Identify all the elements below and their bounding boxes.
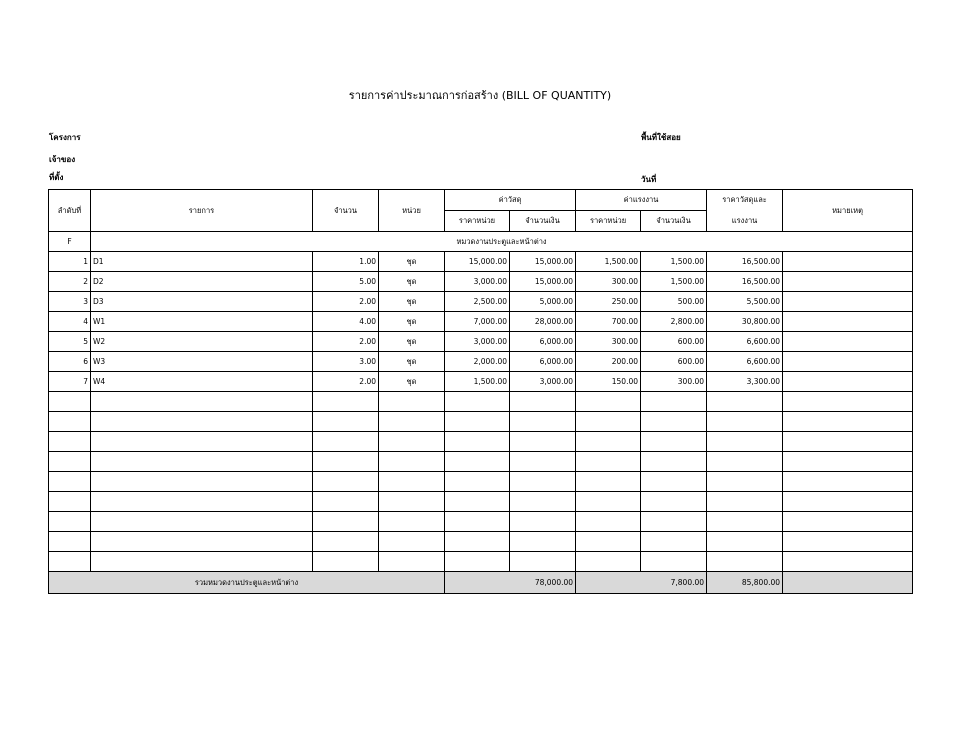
empty-cell [576, 552, 641, 572]
row-material-unit-price: 2,000.00 [445, 352, 510, 372]
owner-label: เจ้าของ [49, 155, 76, 164]
empty-cell [510, 452, 576, 472]
header-qty: จำนวน [313, 190, 379, 232]
row-no: 2 [49, 272, 91, 292]
row-material-unit-price: 15,000.00 [445, 252, 510, 272]
row-material-amount: 15,000.00 [510, 272, 576, 292]
row-remark [783, 372, 913, 392]
row-no: 3 [49, 292, 91, 312]
empty-cell [313, 472, 379, 492]
header-material: ค่าวัสดุ [445, 190, 576, 211]
row-total: 30,800.00 [707, 312, 783, 332]
row-labor-unit-price: 300.00 [576, 332, 641, 352]
empty-cell [707, 452, 783, 472]
empty-cell [91, 492, 313, 512]
empty-cell [379, 392, 445, 412]
empty-cell [91, 472, 313, 492]
empty-cell [313, 432, 379, 452]
empty-cell [379, 452, 445, 472]
empty-cell [313, 532, 379, 552]
empty-cell [576, 432, 641, 452]
row-unit: ชุด [379, 352, 445, 372]
header-no: ลำดับที่ [49, 190, 91, 232]
row-total: 5,500.00 [707, 292, 783, 312]
empty-cell [91, 392, 313, 412]
empty-cell [576, 392, 641, 412]
empty-cell [510, 552, 576, 572]
empty-cell [510, 512, 576, 532]
empty-cell [379, 552, 445, 572]
row-remark [783, 272, 913, 292]
row-item: D2 [91, 272, 313, 292]
row-material-unit-price: 3,000.00 [445, 272, 510, 292]
header-labor-amount: จำนวนเงิน [641, 211, 707, 232]
empty-cell [313, 492, 379, 512]
row-qty: 1.00 [313, 252, 379, 272]
row-no: 7 [49, 372, 91, 392]
empty-cell [445, 492, 510, 512]
empty-cell [576, 532, 641, 552]
boq-body [49, 232, 913, 572]
category-name: หมวดงานประตูและหน้าต่าง [91, 232, 913, 252]
empty-cell [641, 412, 707, 432]
empty-cell [576, 452, 641, 472]
row-item: W3 [91, 352, 313, 372]
row-labor-amount: 300.00 [641, 372, 707, 392]
category-code: F [49, 232, 91, 252]
empty-cell [313, 452, 379, 472]
empty-cell [641, 472, 707, 492]
summary-material-total: 78,000.00 [445, 572, 576, 594]
header-total-line2: แรงงาน [707, 211, 783, 232]
row-qty: 2.00 [313, 332, 379, 352]
table-row [49, 252, 913, 272]
empty-cell [379, 432, 445, 452]
row-labor-amount: 1,500.00 [641, 252, 707, 272]
row-no: 5 [49, 332, 91, 352]
row-material-amount: 3,000.00 [510, 372, 576, 392]
empty-cell [49, 512, 91, 532]
row-material-unit-price: 1,500.00 [445, 372, 510, 392]
row-labor-unit-price: 200.00 [576, 352, 641, 372]
empty-row [49, 512, 913, 532]
empty-cell [510, 492, 576, 512]
summary-row [49, 572, 913, 594]
row-material-unit-price: 7,000.00 [445, 312, 510, 332]
empty-cell [91, 432, 313, 452]
row-total: 16,500.00 [707, 252, 783, 272]
empty-cell [445, 392, 510, 412]
row-labor-amount: 600.00 [641, 352, 707, 372]
empty-cell [783, 432, 913, 452]
table-row [49, 312, 913, 332]
row-qty: 3.00 [313, 352, 379, 372]
row-material-amount: 6,000.00 [510, 352, 576, 372]
empty-cell [91, 532, 313, 552]
row-unit: ชุด [379, 292, 445, 312]
empty-cell [510, 412, 576, 432]
row-total: 16,500.00 [707, 272, 783, 292]
empty-cell [445, 552, 510, 572]
header-labor-unit-price: ราคาหน่วย [576, 211, 641, 232]
empty-cell [49, 552, 91, 572]
empty-cell [707, 532, 783, 552]
empty-cell [445, 532, 510, 552]
summary-labor-total: 7,800.00 [576, 572, 707, 594]
row-unit: ชุด [379, 312, 445, 332]
row-qty: 2.00 [313, 372, 379, 392]
empty-cell [445, 512, 510, 532]
empty-cell [49, 432, 91, 452]
empty-cell [707, 472, 783, 492]
empty-cell [707, 392, 783, 412]
row-labor-amount: 2,800.00 [641, 312, 707, 332]
empty-cell [707, 432, 783, 452]
empty-cell [576, 512, 641, 532]
row-material-amount: 5,000.00 [510, 292, 576, 312]
table-row [49, 292, 913, 312]
empty-cell [783, 412, 913, 432]
date-label: วันที่ [641, 175, 657, 184]
row-item: W2 [91, 332, 313, 352]
empty-cell [49, 392, 91, 412]
empty-cell [313, 412, 379, 432]
row-item: D1 [91, 252, 313, 272]
empty-cell [379, 532, 445, 552]
empty-cell [445, 412, 510, 432]
empty-cell [49, 412, 91, 432]
row-labor-unit-price: 250.00 [576, 292, 641, 312]
row-remark [783, 332, 913, 352]
row-total: 6,600.00 [707, 352, 783, 372]
empty-row [49, 452, 913, 472]
empty-row [49, 392, 913, 412]
empty-row [49, 552, 913, 572]
empty-cell [49, 472, 91, 492]
row-material-unit-price: 3,000.00 [445, 332, 510, 352]
row-labor-amount: 500.00 [641, 292, 707, 312]
header-unit: หน่วย [379, 190, 445, 232]
project-label: โครงการ [49, 133, 81, 142]
row-material-amount: 15,000.00 [510, 252, 576, 272]
row-total: 3,300.00 [707, 372, 783, 392]
row-remark [783, 312, 913, 332]
row-labor-unit-price: 300.00 [576, 272, 641, 292]
row-unit: ชุด [379, 252, 445, 272]
empty-cell [641, 492, 707, 512]
header-total-line1: ราคาวัสดุและ [707, 190, 783, 211]
row-material-unit-price: 2,500.00 [445, 292, 510, 312]
empty-cell [91, 452, 313, 472]
row-qty: 4.00 [313, 312, 379, 332]
row-material-amount: 6,000.00 [510, 332, 576, 352]
row-remark [783, 252, 913, 272]
row-labor-unit-price: 1,500.00 [576, 252, 641, 272]
page-title: รายการค่าประมาณการก่อสร้าง (BILL OF QUANTITY) [348, 89, 612, 102]
empty-cell [707, 552, 783, 572]
row-unit: ชุด [379, 272, 445, 292]
empty-cell [510, 532, 576, 552]
empty-cell [707, 512, 783, 532]
row-qty: 2.00 [313, 292, 379, 312]
empty-cell [783, 492, 913, 512]
empty-cell [49, 452, 91, 472]
empty-cell [783, 452, 913, 472]
row-labor-amount: 600.00 [641, 332, 707, 352]
header-labor: ค่าแรงงาน [576, 190, 707, 211]
empty-row [49, 472, 913, 492]
location-label: ที่ตั้ง [49, 173, 64, 182]
empty-cell [641, 512, 707, 532]
empty-cell [641, 432, 707, 452]
table-row [49, 272, 913, 292]
row-labor-unit-price: 700.00 [576, 312, 641, 332]
table-row [49, 352, 913, 372]
row-item: W1 [91, 312, 313, 332]
empty-cell [91, 512, 313, 532]
empty-cell [379, 472, 445, 492]
empty-cell [49, 492, 91, 512]
empty-cell [641, 532, 707, 552]
empty-cell [313, 552, 379, 572]
row-unit: ชุด [379, 332, 445, 352]
empty-cell [445, 432, 510, 452]
empty-cell [576, 472, 641, 492]
row-item: D3 [91, 292, 313, 312]
empty-cell [445, 472, 510, 492]
empty-cell [707, 492, 783, 512]
empty-cell [49, 532, 91, 552]
empty-cell [510, 432, 576, 452]
empty-cell [91, 552, 313, 572]
table-row [49, 332, 913, 352]
empty-cell [641, 392, 707, 412]
header-item: รายการ [91, 190, 313, 232]
empty-row [49, 492, 913, 512]
row-labor-unit-price: 150.00 [576, 372, 641, 392]
empty-cell [379, 512, 445, 532]
summary-grand-total: 85,800.00 [707, 572, 783, 594]
empty-cell [641, 552, 707, 572]
empty-cell [707, 412, 783, 432]
header-material-amount: จำนวนเงิน [510, 211, 576, 232]
empty-cell [379, 492, 445, 512]
empty-cell [783, 472, 913, 492]
empty-cell [445, 452, 510, 472]
empty-cell [91, 412, 313, 432]
summary-label: รวมหมวดงานประตูและหน้าต่าง [49, 572, 445, 594]
row-remark [783, 292, 913, 312]
empty-cell [379, 412, 445, 432]
summary-remark [783, 572, 913, 594]
row-item: W4 [91, 372, 313, 392]
empty-cell [313, 512, 379, 532]
header-remark: หมายเหตุ [783, 190, 913, 232]
header-material-unit-price: ราคาหน่วย [445, 211, 510, 232]
empty-row [49, 432, 913, 452]
row-no: 4 [49, 312, 91, 332]
empty-cell [641, 452, 707, 472]
area-label: พื้นที่ใช้สอย [641, 133, 681, 142]
boq-table [48, 189, 913, 594]
empty-cell [313, 392, 379, 412]
row-total: 6,600.00 [707, 332, 783, 352]
row-no: 1 [49, 252, 91, 272]
category-row [49, 232, 913, 252]
empty-row [49, 412, 913, 432]
empty-cell [510, 392, 576, 412]
empty-cell [783, 552, 913, 572]
row-material-amount: 28,000.00 [510, 312, 576, 332]
row-remark [783, 352, 913, 372]
row-qty: 5.00 [313, 272, 379, 292]
empty-cell [783, 512, 913, 532]
empty-cell [576, 492, 641, 512]
empty-cell [510, 472, 576, 492]
empty-cell [783, 392, 913, 412]
row-no: 6 [49, 352, 91, 372]
row-unit: ชุด [379, 372, 445, 392]
row-labor-amount: 1,500.00 [641, 272, 707, 292]
empty-cell [576, 412, 641, 432]
table-row [49, 372, 913, 392]
empty-row [49, 532, 913, 552]
empty-cell [783, 532, 913, 552]
